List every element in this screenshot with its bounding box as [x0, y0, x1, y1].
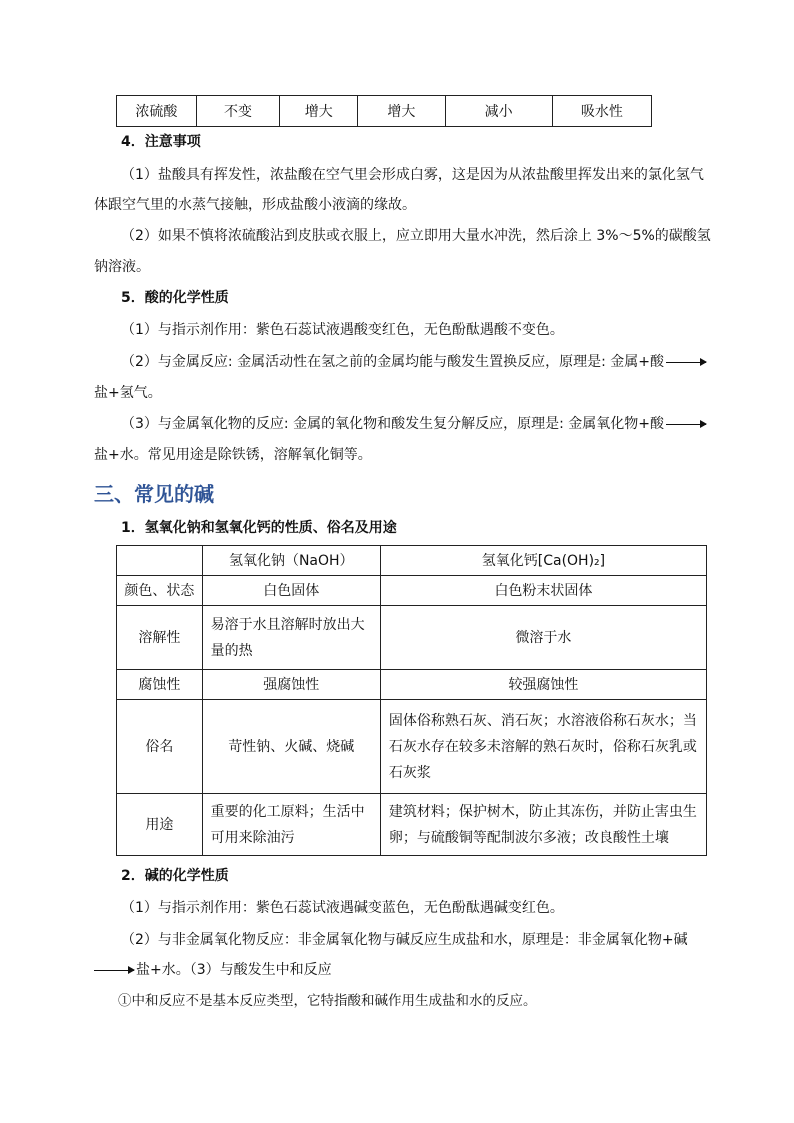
- table-row: [117, 96, 652, 127]
- reaction-arrow-icon: [94, 970, 134, 971]
- acid-chem-heading: 5．酸的化学性质: [121, 290, 229, 306]
- notes-heading: 4．注意事项: [121, 134, 201, 150]
- table-cell: 白色粉末状固体: [380, 576, 706, 606]
- acid-chem-paragraph-3-text: （3）与金属氧化物的反应: 金属的氧化物和酸发生复分解反应，原理是: 金属氧化物+酸: [121, 416, 664, 432]
- table-header-row: [117, 546, 707, 576]
- table-cell: 苛性钠、火碱、烧碱: [202, 700, 380, 794]
- row-label: 溶解性: [117, 606, 203, 670]
- table-cell: 建筑材料；保护树木，防止其冻伤，并防止害虫生卵；与硫酸铜等配制波尔多液；改良酸性土壤: [380, 794, 706, 856]
- table-row: [117, 606, 707, 670]
- base-chem-paragraph-2: （2）与非金属氧化物反应：非金属氧化物与碱反应生成盐和水，原理是：非金属氧化物+碱: [121, 932, 688, 948]
- table-cell: 较强腐蚀性: [380, 670, 706, 700]
- acid-property-table: [116, 95, 652, 127]
- base-chem-paragraph-1: （1）与指示剂作用：紫色石蕊试液遇碱变蓝色，无色酚酞遇碱变红色。: [121, 900, 564, 916]
- reaction-arrow-icon: [666, 362, 706, 363]
- table-cell: 浓硫酸: [117, 96, 197, 127]
- table-cell: 减小: [445, 96, 552, 127]
- table-row: [117, 794, 707, 856]
- acid-chem-paragraph-3-cont: 盐+水。常见用途是除铁锈，溶解氧化铜等。: [94, 447, 372, 463]
- table-row: [117, 576, 707, 606]
- table-cell: 易溶于水且溶解时放出大量的热: [202, 606, 380, 670]
- acid-chem-paragraph-2-cont: 盐+氢气。: [94, 385, 162, 401]
- base-properties-table: [116, 545, 707, 856]
- section-title: 三、常见的碱: [94, 482, 214, 506]
- table-row: [117, 700, 707, 794]
- base-chem-paragraph-2-text: 盐+水。（3）与酸发生中和反应: [136, 962, 332, 978]
- table-cell: 重要的化工原料；生活中可用来除油污: [202, 794, 380, 856]
- base-chem-paragraph-2-cont: [94, 960, 332, 980]
- row-label: 俗名: [117, 700, 203, 794]
- table-cell: 增大: [280, 96, 358, 127]
- table-cell: 吸水性: [552, 96, 651, 127]
- notes-paragraph-1-cont: 体跟空气里的水蒸气接触，形成盐酸小液滴的缘故。: [94, 197, 416, 213]
- acid-chem-paragraph-2-text: （2）与金属反应: 金属活动性在氢之前的金属均能与酸发生置换反应，原理是: 金属+酸: [121, 354, 664, 370]
- reaction-arrow-icon: [666, 424, 706, 425]
- acid-chem-paragraph-3: [121, 414, 708, 434]
- acid-chem-paragraph-1: （1）与指示剂作用：紫色石蕊试液遇酸变红色，无色酚酞遇酸不变色。: [121, 322, 564, 338]
- table-cell: 白色固体: [202, 576, 380, 606]
- row-label: 腐蚀性: [117, 670, 203, 700]
- table-cell: 不变: [196, 96, 280, 127]
- row-label: 颜色、状态: [117, 576, 203, 606]
- table-header-cell: 氢氧化钙[Ca(OH)₂]: [380, 546, 706, 576]
- base-chem-heading: 2．碱的化学性质: [121, 868, 229, 884]
- acid-chem-paragraph-2: [121, 352, 708, 372]
- table-cell: 微溶于水: [380, 606, 706, 670]
- table-cell: 强腐蚀性: [202, 670, 380, 700]
- table-cell: 固体俗称熟石灰、消石灰；水溶液俗称石灰水；当石灰水存在较多未溶解的熟石灰时，俗称石灰乳或石灰浆: [380, 700, 706, 794]
- table-header-cell: 氢氧化钠（NaOH）: [202, 546, 380, 576]
- notes-paragraph-2-cont: 钠溶液。: [94, 259, 150, 275]
- bases-heading: 1．氢氧化钠和氢氧化钙的性质、俗名及用途: [121, 520, 397, 536]
- table-row: [117, 670, 707, 700]
- row-label: 用途: [117, 794, 203, 856]
- base-chem-note: ①中和反应不是基本反应类型，它特指酸和碱作用生成盐和水的反应。: [118, 993, 537, 1009]
- notes-paragraph-2: （2）如果不慎将浓硫酸沾到皮肤或衣服上，应立即用大量水冲洗，然后涂上 3%～5%的碳酸氢: [121, 228, 711, 244]
- table-cell: 增大: [358, 96, 446, 127]
- table-header-cell: [117, 546, 203, 576]
- notes-paragraph-1: （1）盐酸具有挥发性，浓盐酸在空气里会形成白雾，这是因为从浓盐酸里挥发出来的氯化氢气: [121, 167, 704, 183]
